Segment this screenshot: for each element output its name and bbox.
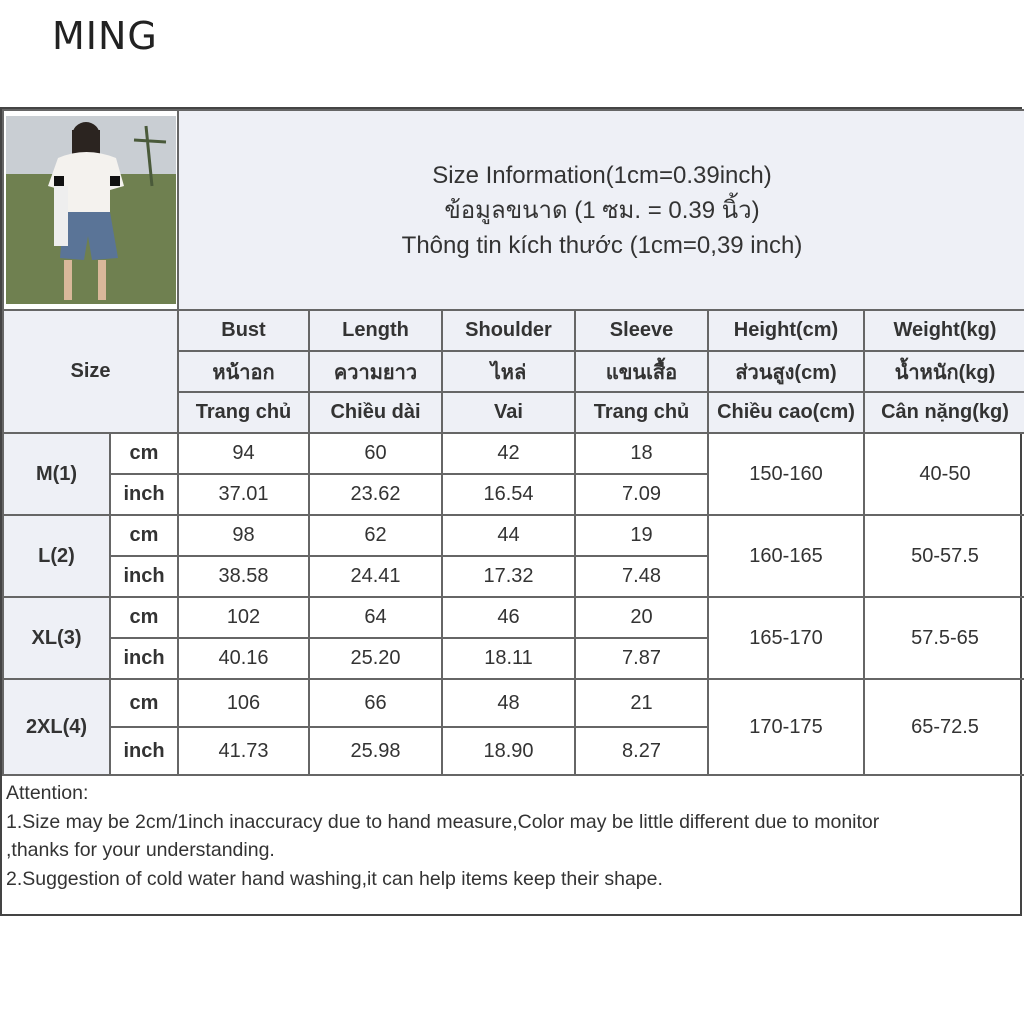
table-cell: 102	[178, 597, 309, 638]
column-header-th: แขนเสื้อ	[575, 351, 708, 392]
unit-inch: inch	[110, 727, 178, 775]
table-cell: 41.73	[178, 727, 309, 775]
size-row-label: 2XL(4)	[3, 679, 110, 775]
weight-range: 65-72.5	[864, 679, 1024, 775]
height-range: 160-165	[708, 515, 864, 597]
table-cell: 18.90	[442, 727, 575, 775]
unit-cm: cm	[110, 433, 178, 474]
table-cell: 23.62	[309, 474, 442, 515]
table-cell: 8.27	[575, 727, 708, 775]
column-header-th: หน้าอก	[178, 351, 309, 392]
attention-note-1-continued: ,thanks for your understanding.	[6, 839, 275, 861]
table-cell: 106	[178, 679, 309, 727]
weight-range: 50-57.5	[864, 515, 1024, 597]
attention-notes	[6, 779, 1016, 893]
table-cell: 7.48	[575, 556, 708, 597]
title-english: Size Information(1cm=0.39inch)	[432, 161, 772, 189]
unit-inch: inch	[110, 556, 178, 597]
table-cell: 98	[178, 515, 309, 556]
table-cell: 66	[309, 679, 442, 727]
column-header-th: ส่วนสูง(cm)	[708, 351, 864, 392]
table-cell: 24.41	[309, 556, 442, 597]
attention-note-2: 2.Suggestion of cold water hand washing,it can help items keep their shape.	[6, 867, 663, 890]
unit-cm: cm	[110, 679, 178, 727]
column-header-th: ไหล่	[442, 351, 575, 392]
column-header-en: Shoulder	[442, 310, 575, 351]
height-range: 170-175	[708, 679, 864, 775]
chart-title-cell	[178, 110, 1024, 310]
table-cell: 16.54	[442, 474, 575, 515]
size-row-label: L(2)	[3, 515, 110, 597]
table-cell: 38.58	[178, 556, 309, 597]
title-vietnamese: Thông tin kích thước (1cm=0,39 inch)	[401, 231, 803, 259]
table-cell: 64	[309, 597, 442, 638]
weight-range: 57.5-65	[864, 597, 1024, 679]
unit-cm: cm	[110, 515, 178, 556]
column-header-vi: Trang chủ	[575, 392, 708, 433]
column-header-vi: Trang chủ	[178, 392, 309, 433]
table-cell: 25.98	[309, 727, 442, 775]
table-cell: 17.32	[442, 556, 575, 597]
column-header-th: ความยาว	[309, 351, 442, 392]
unit-cm: cm	[110, 597, 178, 638]
table-cell: 7.87	[575, 638, 708, 679]
table-cell: 46	[442, 597, 575, 638]
column-header-vi: Chiều dài	[309, 392, 442, 433]
unit-inch: inch	[110, 638, 178, 679]
column-header-en: Length	[309, 310, 442, 351]
size-row-label: XL(3)	[3, 597, 110, 679]
table-cell: 94	[178, 433, 309, 474]
size-chart	[0, 107, 1022, 916]
title-thai: ข้อมูลขนาด (1 ซม. = 0.39 นิ้ว)	[444, 196, 760, 224]
product-photo	[6, 116, 176, 304]
table-cell: 62	[309, 515, 442, 556]
brand-logo: MING	[52, 14, 158, 58]
unit-inch: inch	[110, 474, 178, 515]
size-header: Size	[3, 310, 178, 433]
size-table	[2, 109, 1024, 776]
table-cell: 18	[575, 433, 708, 474]
table-cell: 42	[442, 433, 575, 474]
attention-heading: Attention:	[6, 782, 89, 804]
table-cell: 18.11	[442, 638, 575, 679]
height-range: 150-160	[708, 433, 864, 515]
table-cell: 40.16	[178, 638, 309, 679]
table-cell: 21	[575, 679, 708, 727]
product-photo-cell	[3, 110, 178, 310]
table-cell: 19	[575, 515, 708, 556]
model-illustration	[6, 116, 176, 304]
table-cell: 20	[575, 597, 708, 638]
table-cell: 25.20	[309, 638, 442, 679]
column-header-vi: Cân nặng(kg)	[864, 392, 1024, 433]
weight-range: 40-50	[864, 433, 1024, 515]
size-row-label: M(1)	[3, 433, 110, 515]
table-cell: 60	[309, 433, 442, 474]
column-header-th: น้ำหนัก(kg)	[864, 351, 1024, 392]
column-header-vi: Vai	[442, 392, 575, 433]
column-header-en: Weight(kg)	[864, 310, 1024, 351]
table-cell: 37.01	[178, 474, 309, 515]
table-cell: 7.09	[575, 474, 708, 515]
height-range: 165-170	[708, 597, 864, 679]
table-cell: 44	[442, 515, 575, 556]
table-cell: 48	[442, 679, 575, 727]
column-header-en: Sleeve	[575, 310, 708, 351]
attention-note-1: 1.Size may be 2cm/1inch inaccuracy due to hand measure,Color may be little different due to monitor	[6, 810, 880, 833]
column-header-en: Height(cm)	[708, 310, 864, 351]
column-header-en: Bust	[178, 310, 309, 351]
column-header-vi: Chiều cao(cm)	[708, 392, 864, 433]
